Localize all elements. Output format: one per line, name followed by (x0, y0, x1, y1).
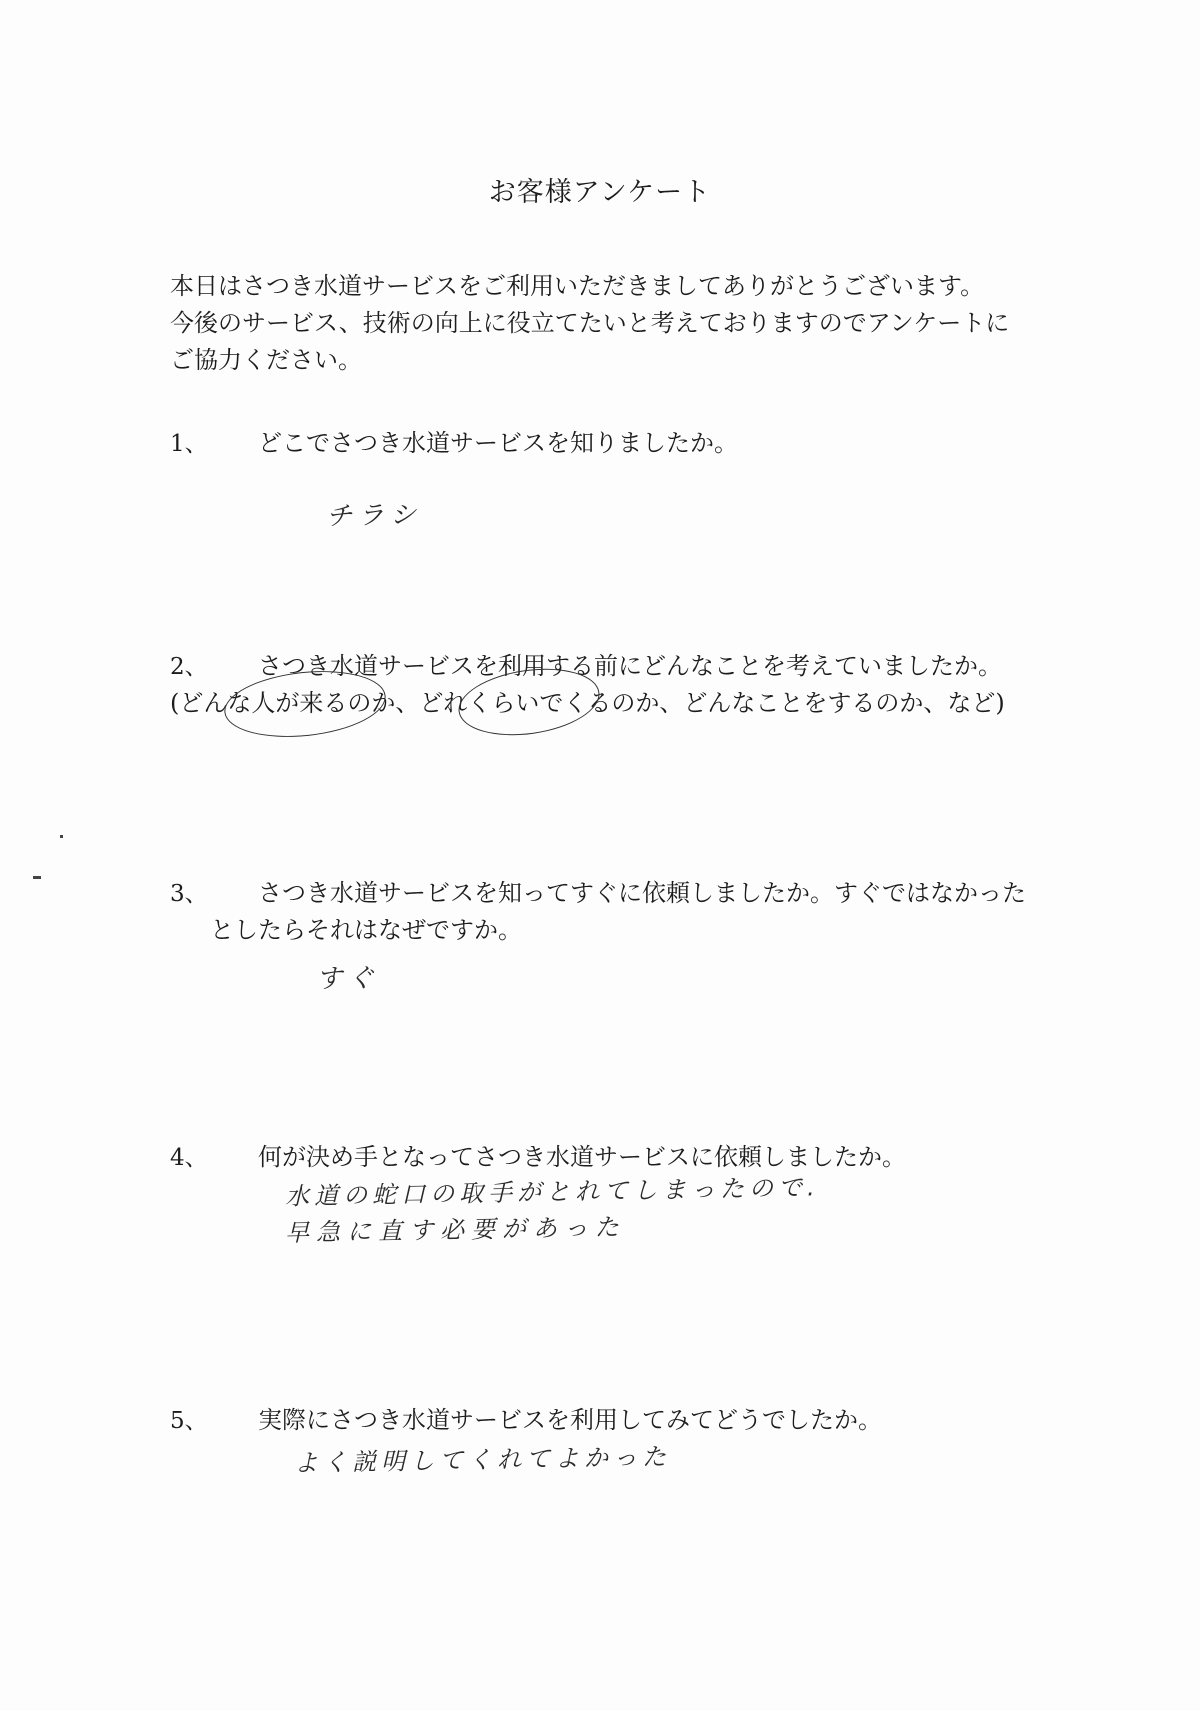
handwritten-answer: よく説明してくれてよかった (293, 1442, 672, 1478)
handwritten-answer: 早急に直す必要があった (284, 1213, 627, 1247)
question-subtext: (どんな人が来るのか、どれくらいでくるのか、どんなことをするのか、など) (170, 689, 1005, 717)
question-text: 何が決め手となってさつき水道サービスに依頼しましたか。 (258, 1143, 906, 1171)
intro-line: ご協力ください。 (170, 346, 362, 374)
question-text: どこでさつき水道サービスを知りましたか。 (258, 429, 738, 457)
scan-speck (33, 876, 41, 879)
question-text: さつき水道サービスを利用する前にどんなことを考えていましたか。 (258, 652, 1002, 680)
intro-line: 本日はさつき水道サービスをご利用いただきましてありがとうございます。 (170, 272, 985, 300)
handwritten-answer: すぐ (315, 963, 381, 995)
question-number: 2、 (170, 654, 208, 680)
survey-intro (170, 268, 1009, 379)
scan-speck (60, 835, 63, 838)
question-subtext: としたらそれはなぜですか。 (210, 916, 522, 944)
question-number: 4、 (170, 1145, 208, 1171)
question-text: 実際にさつき水道サービスを利用してみてどうでしたか。 (258, 1406, 882, 1434)
question-text: さつき水道サービスを知ってすぐに依頼しましたか。すぐではなかった (258, 879, 1026, 907)
intro-line: 今後のサービス、技術の向上に役立てたいと考えておりますのでアンケートに (170, 309, 1010, 337)
answer-circle (221, 664, 389, 745)
survey-title: お客様アンケート (488, 177, 712, 208)
handwritten-answer: チラシ (325, 500, 423, 532)
question-number: 3、 (170, 881, 208, 907)
question-number: 5、 (170, 1408, 208, 1434)
handwritten-answer: 水道の蛇口の取手がとれてしまったので. (284, 1173, 820, 1211)
question-number: 1、 (170, 431, 208, 457)
